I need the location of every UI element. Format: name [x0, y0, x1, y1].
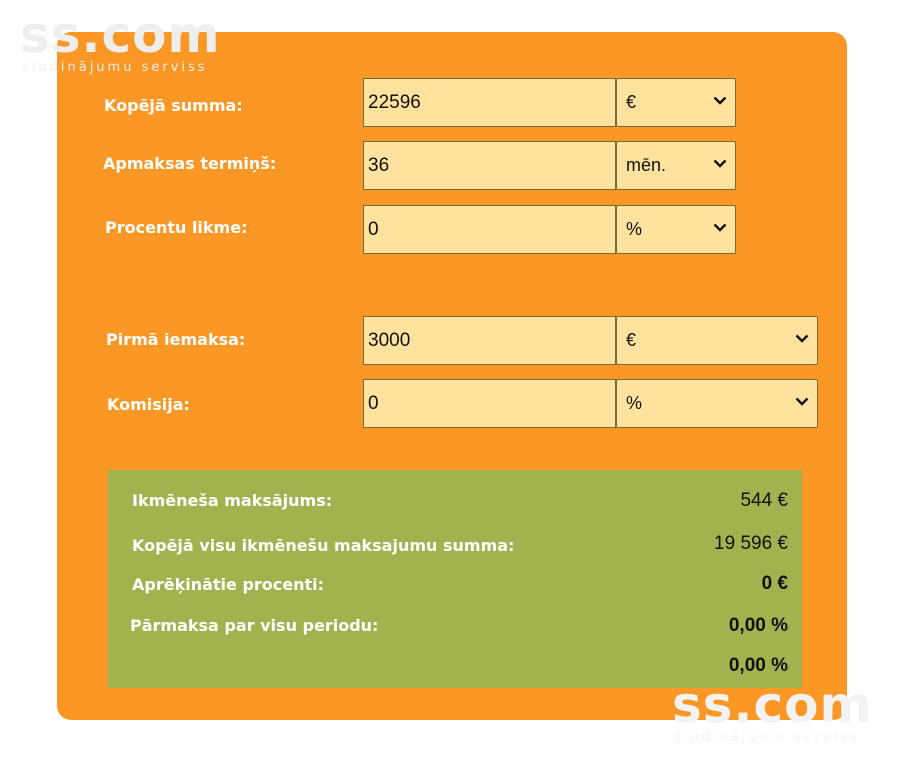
calculated-interest-value: 0 €	[761, 573, 788, 594]
total-amount-currency-select[interactable]	[616, 78, 736, 127]
term-unit-select[interactable]	[616, 141, 736, 190]
down-payment-currency-select[interactable]	[616, 316, 818, 365]
watermark-logo-bottom	[672, 676, 873, 746]
chevron-down-icon	[795, 397, 809, 406]
down-payment-label: Pirmā iemaksa:	[106, 330, 246, 349]
term-label: Apmaksas termiņš:	[103, 154, 277, 173]
total-amount-currency-value: €	[626, 92, 637, 112]
monthly-payment-label: Ikmēneša maksājums:	[132, 491, 333, 510]
chevron-down-icon	[713, 96, 727, 105]
chevron-down-icon	[795, 334, 809, 343]
chevron-down-icon	[713, 159, 727, 168]
overpayment-value: 0,00 %	[728, 615, 788, 636]
commission-label: Komisija:	[107, 395, 190, 414]
overpayment-label: Pārmaksa par visu periodu:	[130, 616, 379, 635]
total-monthly-sum-label: Kopējā visu ikmēnešu maksajumu summa:	[132, 536, 515, 555]
watermark-logo-text: ss.com	[672, 676, 873, 734]
interest-rate-label: Procentu likme:	[105, 218, 248, 237]
interest-rate-unit-value: %	[626, 219, 643, 239]
total-amount-label: Kopējā summa:	[104, 96, 243, 115]
watermark-subtitle: sludinājumu serviss	[674, 730, 860, 745]
commission-input[interactable]	[363, 379, 616, 428]
chevron-down-icon	[713, 223, 727, 232]
commission-unit-select[interactable]	[616, 379, 818, 428]
term-input[interactable]	[363, 141, 616, 190]
down-payment-input[interactable]	[363, 316, 616, 365]
total-amount-input[interactable]	[363, 78, 616, 127]
watermark-logo-top	[20, 6, 221, 76]
results-panel	[108, 470, 802, 688]
calculated-interest-label: Aprēķinātie procenti:	[132, 575, 325, 594]
down-payment-currency-value: €	[626, 330, 637, 350]
monthly-payment-value: 544 €	[740, 490, 788, 511]
watermark-logo-text: ss.com	[20, 6, 221, 64]
total-monthly-sum-value: 19 596 €	[714, 533, 788, 554]
extra-result-value: 0,00 %	[728, 655, 788, 676]
term-unit-value: mēn.	[626, 155, 667, 175]
interest-rate-unit-select[interactable]	[616, 205, 736, 254]
watermark-subtitle: sludinājumu serviss	[22, 60, 208, 75]
interest-rate-input[interactable]	[363, 205, 616, 254]
commission-unit-value: %	[626, 393, 643, 413]
